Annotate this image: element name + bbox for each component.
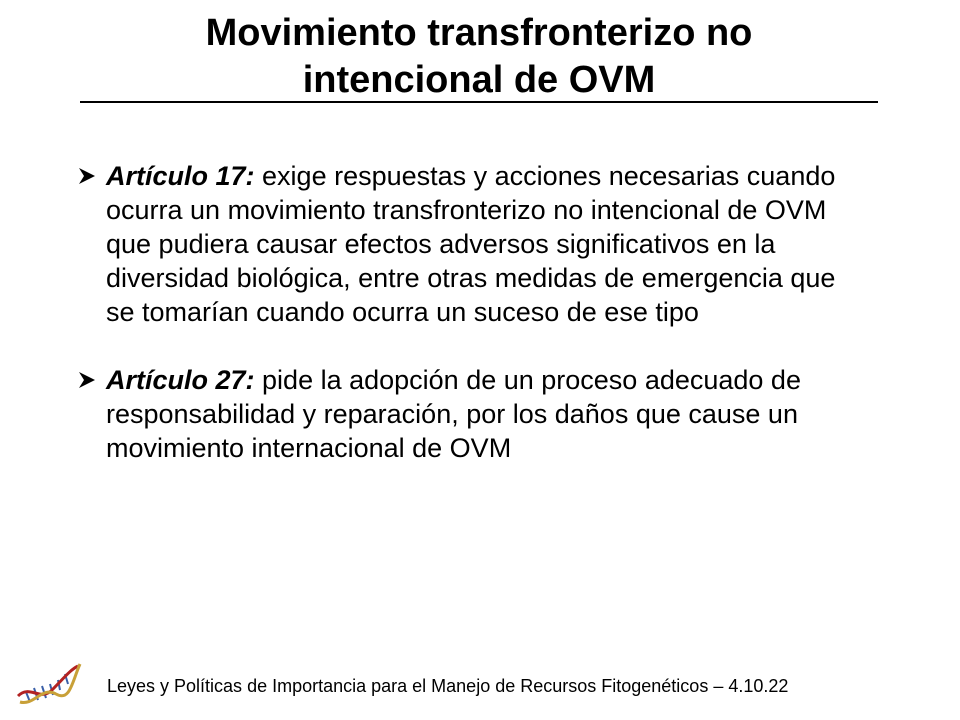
bullet-item-article-27	[78, 363, 858, 465]
slide-title-line-1: Movimiento transfronterizo no	[205, 12, 753, 54]
article-17-text: exige respuestas y acciones necesarias cuando ocurra un movimiento transfronterizo no intencional de OVM que pudiera causar efectos adversos significativos en la diversidad biológica, entre otras medidas de emergencia que se tomarían cuando ocurra un suceso de ese tipo	[106, 161, 836, 327]
arrowhead-bullet-icon	[78, 159, 100, 193]
slide-title-line-2: intencional de OVM	[302, 59, 656, 101]
title-block	[80, 10, 878, 104]
slide-footer	[0, 652, 960, 720]
bullet-item-article-17	[78, 159, 858, 329]
footer-text: Leyes y Políticas de Importancia para el Manejo de Recursos Fitogenéticos – 4.10.22	[107, 676, 789, 696]
article-27-label: Artículo 27:	[106, 365, 255, 395]
bullet-list	[78, 159, 858, 465]
article-17-label: Artículo 17:	[106, 161, 255, 191]
title-underline-rule	[80, 101, 878, 103]
article-27-text: pide la adopción de un proceso adecuado de responsabilidad y reparación, por los daños que cause un movimiento internacional de OVM	[106, 365, 801, 463]
arrowhead-bullet-icon	[78, 363, 100, 397]
dna-helix-icon	[16, 662, 82, 708]
